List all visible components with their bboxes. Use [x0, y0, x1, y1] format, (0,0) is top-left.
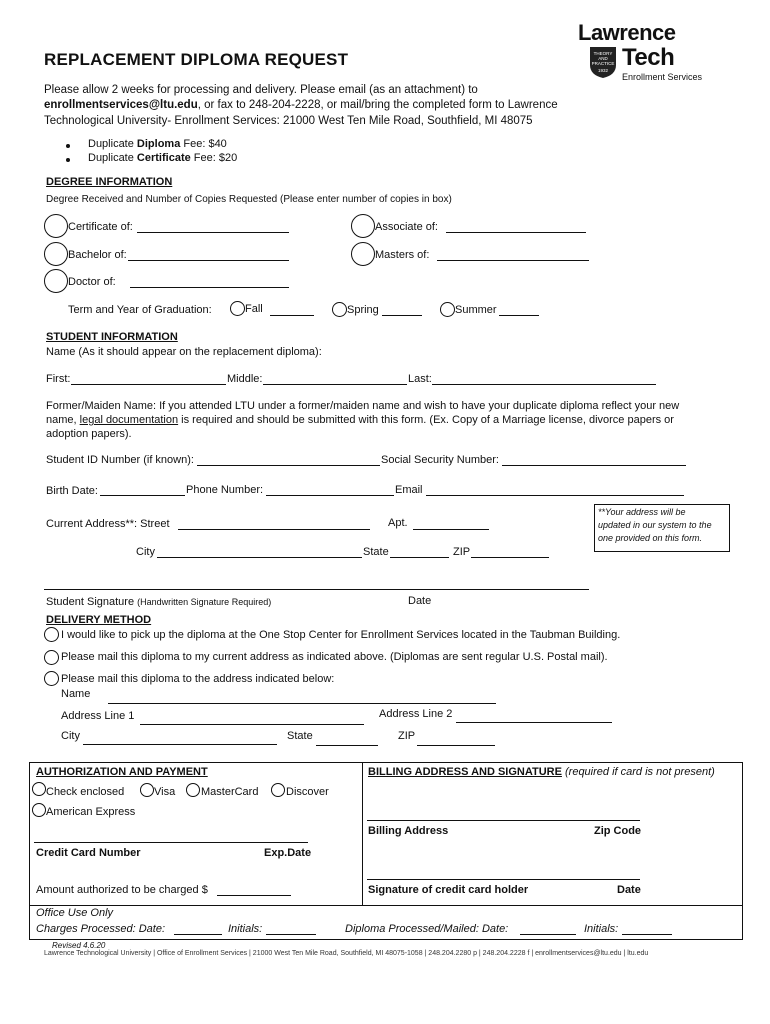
delivery-addr1-label: Address Line 1 — [61, 710, 135, 722]
office-divider — [29, 905, 743, 906]
maiden-line-1: Former/Maiden Name: If you attended LTU under a former/maiden name and wish to have your duplicate diploma reflect your new — [46, 400, 680, 412]
signature-field[interactable] — [44, 589, 589, 590]
street-field[interactable] — [178, 529, 370, 530]
delivery-addr2-label: Address Line 2 — [379, 708, 453, 720]
city-field[interactable] — [157, 557, 362, 558]
apt-field[interactable] — [413, 529, 489, 530]
address-note-line-3: one provided on this form. — [598, 533, 703, 543]
card-number-label: Credit Card Number — [36, 847, 141, 859]
billing-address-label: Billing Address — [368, 825, 449, 837]
amount-field[interactable] — [217, 895, 291, 896]
intro-line-2: enrollmentservices@ltu.edu, or fax to 248-204-2228, or mail/bring the completed form to Lawrence — [44, 99, 558, 111]
zip-label: ZIP — [453, 546, 471, 558]
delivery-pickup-label: I would like to pick up the diploma at the One Stop Center for Enrollment Services located in the Taubman Building. — [61, 629, 621, 641]
associate-label: Associate of: — [375, 221, 438, 233]
fee-diploma: Duplicate Diploma Fee: $40 — [88, 138, 227, 150]
delivery-mail-current-radio[interactable] — [44, 650, 59, 665]
last-label: Last: — [408, 373, 432, 385]
delivery-addr1-field[interactable] — [140, 724, 364, 725]
amount-label: Amount authorized to be charged $ — [36, 884, 208, 896]
logo-seal-icon — [588, 45, 618, 79]
first-name-field[interactable] — [71, 384, 226, 385]
city-label: City — [136, 546, 155, 558]
delivery-pickup-radio[interactable] — [44, 627, 59, 642]
ssn-label: Social Security Number: — [381, 454, 499, 466]
check-enclosed-label: Check enclosed — [46, 786, 125, 798]
zip-code-label: Zip Code — [594, 825, 642, 837]
phone-label: Phone Number: — [186, 484, 264, 496]
middle-label: Middle: — [227, 373, 263, 385]
revised-date: Revised 4.6.20 — [52, 941, 106, 950]
footer-address: Lawrence Technological University | Office of Enrollment Services | 21000 West Ten Mile Road, Southfield, MI 48075-1058 | 248.204.2280 p | 248.204.2228 f | enrollmentservices@ltu.edu | ltu.edu — [44, 950, 649, 957]
fall-radio[interactable] — [230, 301, 245, 316]
first-label: First: — [46, 373, 71, 385]
summer-radio[interactable] — [440, 302, 455, 317]
exp-date-label: Exp.Date — [264, 847, 312, 859]
delivery-name-label: Name — [61, 688, 91, 700]
associate-field[interactable] — [446, 232, 586, 233]
svg-text:1932: 1932 — [597, 68, 609, 73]
payment-heading: AUTHORIZATION AND PAYMENT — [36, 766, 208, 778]
phone-field[interactable] — [266, 495, 394, 496]
student-id-label: Student ID Number (if known): — [46, 454, 194, 466]
email-label: Email — [395, 484, 423, 496]
delivery-zip-field[interactable] — [417, 745, 495, 746]
middle-name-field[interactable] — [263, 384, 407, 385]
student-heading: STUDENT INFORMATION — [46, 331, 178, 343]
cardholder-signature-label: Signature of credit card holder — [368, 884, 529, 896]
doctor-label: Doctor of: — [68, 276, 116, 288]
certificate-field[interactable] — [137, 232, 289, 233]
masters-copies-box[interactable] — [351, 242, 375, 266]
delivery-state-field[interactable] — [316, 745, 378, 746]
street-label: Current Address**: Street — [46, 518, 170, 530]
fall-year-field[interactable] — [270, 315, 314, 316]
delivery-city-field[interactable] — [83, 744, 277, 745]
signature-date-label: Date — [408, 595, 432, 607]
delivery-heading: DELIVERY METHOD — [46, 614, 152, 626]
billing-heading: BILLING ADDRESS AND SIGNATURE (required if card is not present) — [368, 766, 715, 778]
summer-label: Summer — [455, 304, 497, 316]
mastercard-label: MasterCard — [201, 786, 259, 798]
cardholder-date-label: Date — [617, 884, 641, 896]
logo-lawrence-text: Lawrence — [578, 20, 676, 45]
certificate-copies-box[interactable] — [44, 214, 68, 238]
bachelor-label: Bachelor of: — [68, 249, 127, 261]
birth-date-label: Birth Date: — [46, 485, 98, 497]
bachelor-copies-box[interactable] — [44, 242, 68, 266]
last-name-field[interactable] — [432, 384, 656, 385]
svg-text:PRACTICE: PRACTICE — [591, 61, 615, 66]
degree-heading: DEGREE INFORMATION — [46, 176, 173, 188]
doctor-field[interactable] — [130, 287, 289, 288]
fee-certificate: Duplicate Certificate Fee: $20 — [88, 152, 238, 164]
delivery-name-field[interactable] — [108, 703, 496, 704]
legal-documentation-link: legal documentation — [79, 414, 179, 426]
ssn-field[interactable] — [502, 465, 686, 466]
discover-radio[interactable] — [271, 783, 285, 797]
spring-label: Spring — [347, 304, 379, 316]
delivery-state-label: State — [287, 730, 313, 742]
logo-tagline: Enrollment Services — [622, 72, 703, 82]
charges-date-field[interactable] — [174, 934, 222, 935]
payment-divider — [362, 762, 363, 905]
term-label: Term and Year of Graduation: — [68, 304, 212, 316]
bullet-icon — [66, 144, 70, 148]
diploma-date-field[interactable] — [520, 934, 576, 935]
spring-year-field[interactable] — [382, 315, 422, 316]
spring-radio[interactable] — [332, 302, 347, 317]
doctor-copies-box[interactable] — [44, 269, 68, 293]
office-use-label: Office Use Only — [36, 907, 114, 919]
email-field[interactable] — [426, 495, 684, 496]
diploma-processed-label: Diploma Processed/Mailed: Date: — [345, 923, 509, 935]
amex-label: American Express — [46, 806, 136, 818]
logo-tech-text: Tech — [622, 44, 675, 71]
check-enclosed-radio[interactable] — [32, 782, 46, 796]
student-id-field[interactable] — [197, 465, 380, 466]
certificate-label: Certificate of: — [68, 221, 133, 233]
initials-1-label: Initials: — [228, 923, 263, 935]
masters-label: Masters of: — [375, 249, 430, 261]
apt-label: Apt. — [388, 517, 408, 529]
discover-label: Discover — [286, 786, 329, 798]
page-title: REPLACEMENT DIPLOMA REQUEST — [44, 50, 349, 69]
bullet-icon — [66, 158, 70, 162]
address-note-line-2: updated in our system to the — [598, 520, 712, 530]
delivery-addr2-field[interactable] — [456, 722, 612, 723]
initials-2-label: Initials: — [584, 923, 619, 935]
intro-email: enrollmentservices@ltu.edu — [44, 99, 198, 111]
name-note: Name (As it should appear on the replacement diploma): — [46, 346, 322, 358]
masters-field[interactable] — [437, 260, 589, 261]
svg-text:AND: AND — [598, 56, 608, 61]
zip-field[interactable] — [471, 557, 549, 558]
card-number-field[interactable] — [34, 842, 308, 843]
state-field[interactable] — [390, 557, 449, 558]
amex-radio[interactable] — [32, 803, 46, 817]
svg-text:THEORY: THEORY — [593, 51, 613, 56]
delivery-zip-label: ZIP — [398, 730, 416, 742]
intro-line-1: Please allow 2 weeks for processing and delivery. Please email (as an attachment) to — [44, 84, 478, 96]
delivery-city-label: City — [61, 730, 80, 742]
signature-label: Student Signature (Handwritten Signature Required) — [46, 596, 272, 608]
maiden-line-2: name, legal documentation is required and should be submitted with this form. (Ex. Copy of a Marriage license, divorce papers or — [46, 414, 674, 426]
birth-date-field[interactable] — [100, 495, 185, 496]
billing-address-field[interactable] — [367, 820, 640, 821]
delivery-mail-current-label: Please mail this diploma to my current address as indicated above. (Diplomas are sent regular U.S. Postal mail). — [61, 651, 608, 663]
associate-copies-box[interactable] — [351, 214, 375, 238]
bachelor-field[interactable] — [128, 260, 289, 261]
degree-subtext: Degree Received and Number of Copies Requested (Please enter number of copies in box) — [46, 194, 452, 205]
summer-year-field[interactable] — [499, 315, 539, 316]
charges-processed-label: Charges Processed: Date: — [36, 923, 166, 935]
cardholder-signature-field[interactable] — [367, 879, 640, 880]
visa-label: Visa — [154, 786, 176, 798]
address-note-line-1: **Your address will be — [598, 507, 686, 517]
delivery-mail-other-radio[interactable] — [44, 671, 59, 686]
initials-1-field[interactable] — [266, 934, 316, 935]
delivery-mail-other-label: Please mail this diploma to the address indicated below: — [61, 673, 335, 685]
maiden-line-3: adoption papers). — [46, 428, 132, 440]
state-label: State — [363, 546, 389, 558]
mastercard-radio[interactable] — [186, 783, 200, 797]
intro-line-3: Technological University- Enrollment Services: 21000 West Ten Mile Road, Southfield, MI 48075 — [44, 115, 533, 127]
visa-radio[interactable] — [140, 783, 154, 797]
initials-2-field[interactable] — [622, 934, 672, 935]
fall-label: Fall — [245, 303, 263, 315]
